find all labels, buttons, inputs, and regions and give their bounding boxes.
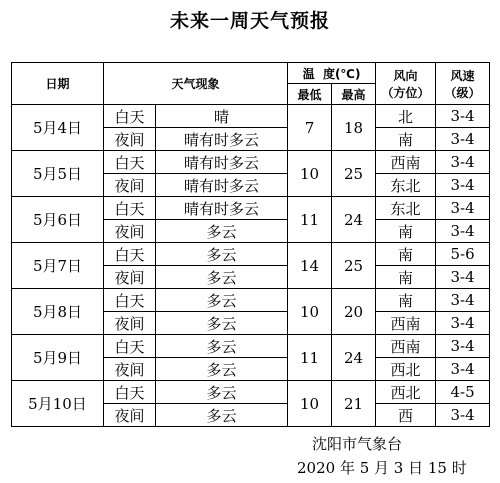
- page-title: 未来一周天气预报: [169, 10, 330, 32]
- wind-direction-cell: 西: [376, 404, 436, 427]
- wind-speed-cell: 5-6: [436, 243, 490, 266]
- wind-speed-cell: 3-4: [436, 289, 490, 312]
- header-wind-speed-label: 风速: [450, 68, 475, 83]
- date-cell: 5月10日: [12, 381, 104, 427]
- table-row: [12, 197, 490, 220]
- weather-cell: 多云: [156, 312, 288, 335]
- header-wind-speed: [436, 63, 490, 105]
- header-temperature: 温 度(℃): [288, 63, 376, 84]
- weather-cell: 晴有时多云: [156, 128, 288, 151]
- header-wind-direction-sub: （方位）: [381, 85, 430, 100]
- header-date: 日期: [12, 63, 104, 105]
- period-cell: 夜间: [104, 404, 156, 427]
- wind-direction-cell: 南: [376, 266, 436, 289]
- wind-speed-cell: 3-4: [436, 128, 490, 151]
- wind-speed-cell: 3-4: [436, 105, 490, 128]
- weather-cell: 多云: [156, 243, 288, 266]
- date-cell: 5月7日: [12, 243, 104, 289]
- max-temp-cell: 18: [332, 105, 376, 151]
- min-temp-cell: 11: [288, 335, 332, 381]
- wind-speed-cell: 3-4: [436, 197, 490, 220]
- weather-cell: 多云: [156, 220, 288, 243]
- period-cell: 夜间: [104, 358, 156, 381]
- wind-direction-cell: 南: [376, 220, 436, 243]
- issued-time: 2020 年 5 月 3 日 15 时: [297, 459, 467, 477]
- weather-cell: 多云: [156, 266, 288, 289]
- table-row: [12, 381, 490, 404]
- wind-speed-cell: 3-4: [436, 404, 490, 427]
- header-phenomenon: 天气现象: [104, 63, 288, 105]
- wind-direction-cell: 南: [376, 289, 436, 312]
- weather-cell: 晴有时多云: [156, 151, 288, 174]
- header-wind-direction: [376, 63, 436, 105]
- weather-cell: 多云: [156, 358, 288, 381]
- weather-cell: 晴有时多云: [156, 174, 288, 197]
- max-temp-cell: 20: [332, 289, 376, 335]
- wind-speed-cell: 3-4: [436, 335, 490, 358]
- max-temp-cell: 25: [332, 243, 376, 289]
- date-cell: 5月4日: [12, 105, 104, 151]
- wind-speed-cell: 3-4: [436, 151, 490, 174]
- wind-speed-cell: 3-4: [436, 220, 490, 243]
- date-cell: 5月8日: [12, 289, 104, 335]
- date-cell: 5月9日: [12, 335, 104, 381]
- weather-cell: 多云: [156, 381, 288, 404]
- period-cell: 夜间: [104, 174, 156, 197]
- wind-direction-cell: 东北: [376, 197, 436, 220]
- header-max: 最高: [332, 84, 376, 105]
- table-row: [12, 105, 490, 128]
- wind-speed-cell: 3-4: [436, 312, 490, 335]
- wind-direction-cell: 西南: [376, 335, 436, 358]
- header-wind-speed-sub: （级）: [444, 85, 481, 100]
- period-cell: 夜间: [104, 266, 156, 289]
- wind-direction-cell: 东北: [376, 174, 436, 197]
- min-temp-cell: 10: [288, 151, 332, 197]
- wind-direction-cell: 西北: [376, 381, 436, 404]
- weather-cell: 多云: [156, 404, 288, 427]
- period-cell: 白天: [104, 151, 156, 174]
- wind-direction-cell: 南: [376, 243, 436, 266]
- period-cell: 白天: [104, 105, 156, 128]
- header-wind-direction-label: 风向: [393, 68, 418, 83]
- min-temp-cell: 11: [288, 197, 332, 243]
- wind-speed-cell: 4-5: [436, 381, 490, 404]
- period-cell: 白天: [104, 335, 156, 358]
- period-cell: 白天: [104, 243, 156, 266]
- table-row: [12, 289, 490, 312]
- forecast-table: [11, 62, 490, 427]
- wind-speed-cell: 3-4: [436, 174, 490, 197]
- period-cell: 白天: [104, 289, 156, 312]
- date-cell: 5月5日: [12, 151, 104, 197]
- period-cell: 夜间: [104, 128, 156, 151]
- min-temp-cell: 10: [288, 381, 332, 427]
- table-row: [12, 151, 490, 174]
- weather-cell: 晴: [156, 105, 288, 128]
- wind-direction-cell: 西北: [376, 358, 436, 381]
- issuer-label: 沈阳市气象台: [312, 435, 403, 453]
- weather-cell: 多云: [156, 289, 288, 312]
- max-temp-cell: 24: [332, 197, 376, 243]
- max-temp-cell: 21: [332, 381, 376, 427]
- date-cell: 5月6日: [12, 197, 104, 243]
- period-cell: 夜间: [104, 220, 156, 243]
- wind-speed-cell: 3-4: [436, 358, 490, 381]
- table-row: [12, 243, 490, 266]
- wind-direction-cell: 西南: [376, 151, 436, 174]
- wind-speed-cell: 3-4: [436, 266, 490, 289]
- period-cell: 白天: [104, 197, 156, 220]
- header-min: 最低: [288, 84, 332, 105]
- weather-cell: 多云: [156, 335, 288, 358]
- min-temp-cell: 7: [288, 105, 332, 151]
- max-temp-cell: 24: [332, 335, 376, 381]
- min-temp-cell: 14: [288, 243, 332, 289]
- wind-direction-cell: 南: [376, 128, 436, 151]
- period-cell: 白天: [104, 381, 156, 404]
- wind-direction-cell: 西南: [376, 312, 436, 335]
- max-temp-cell: 25: [332, 151, 376, 197]
- wind-direction-cell: 北: [376, 105, 436, 128]
- weather-cell: 晴有时多云: [156, 197, 288, 220]
- period-cell: 夜间: [104, 312, 156, 335]
- min-temp-cell: 10: [288, 289, 332, 335]
- table-row: [12, 335, 490, 358]
